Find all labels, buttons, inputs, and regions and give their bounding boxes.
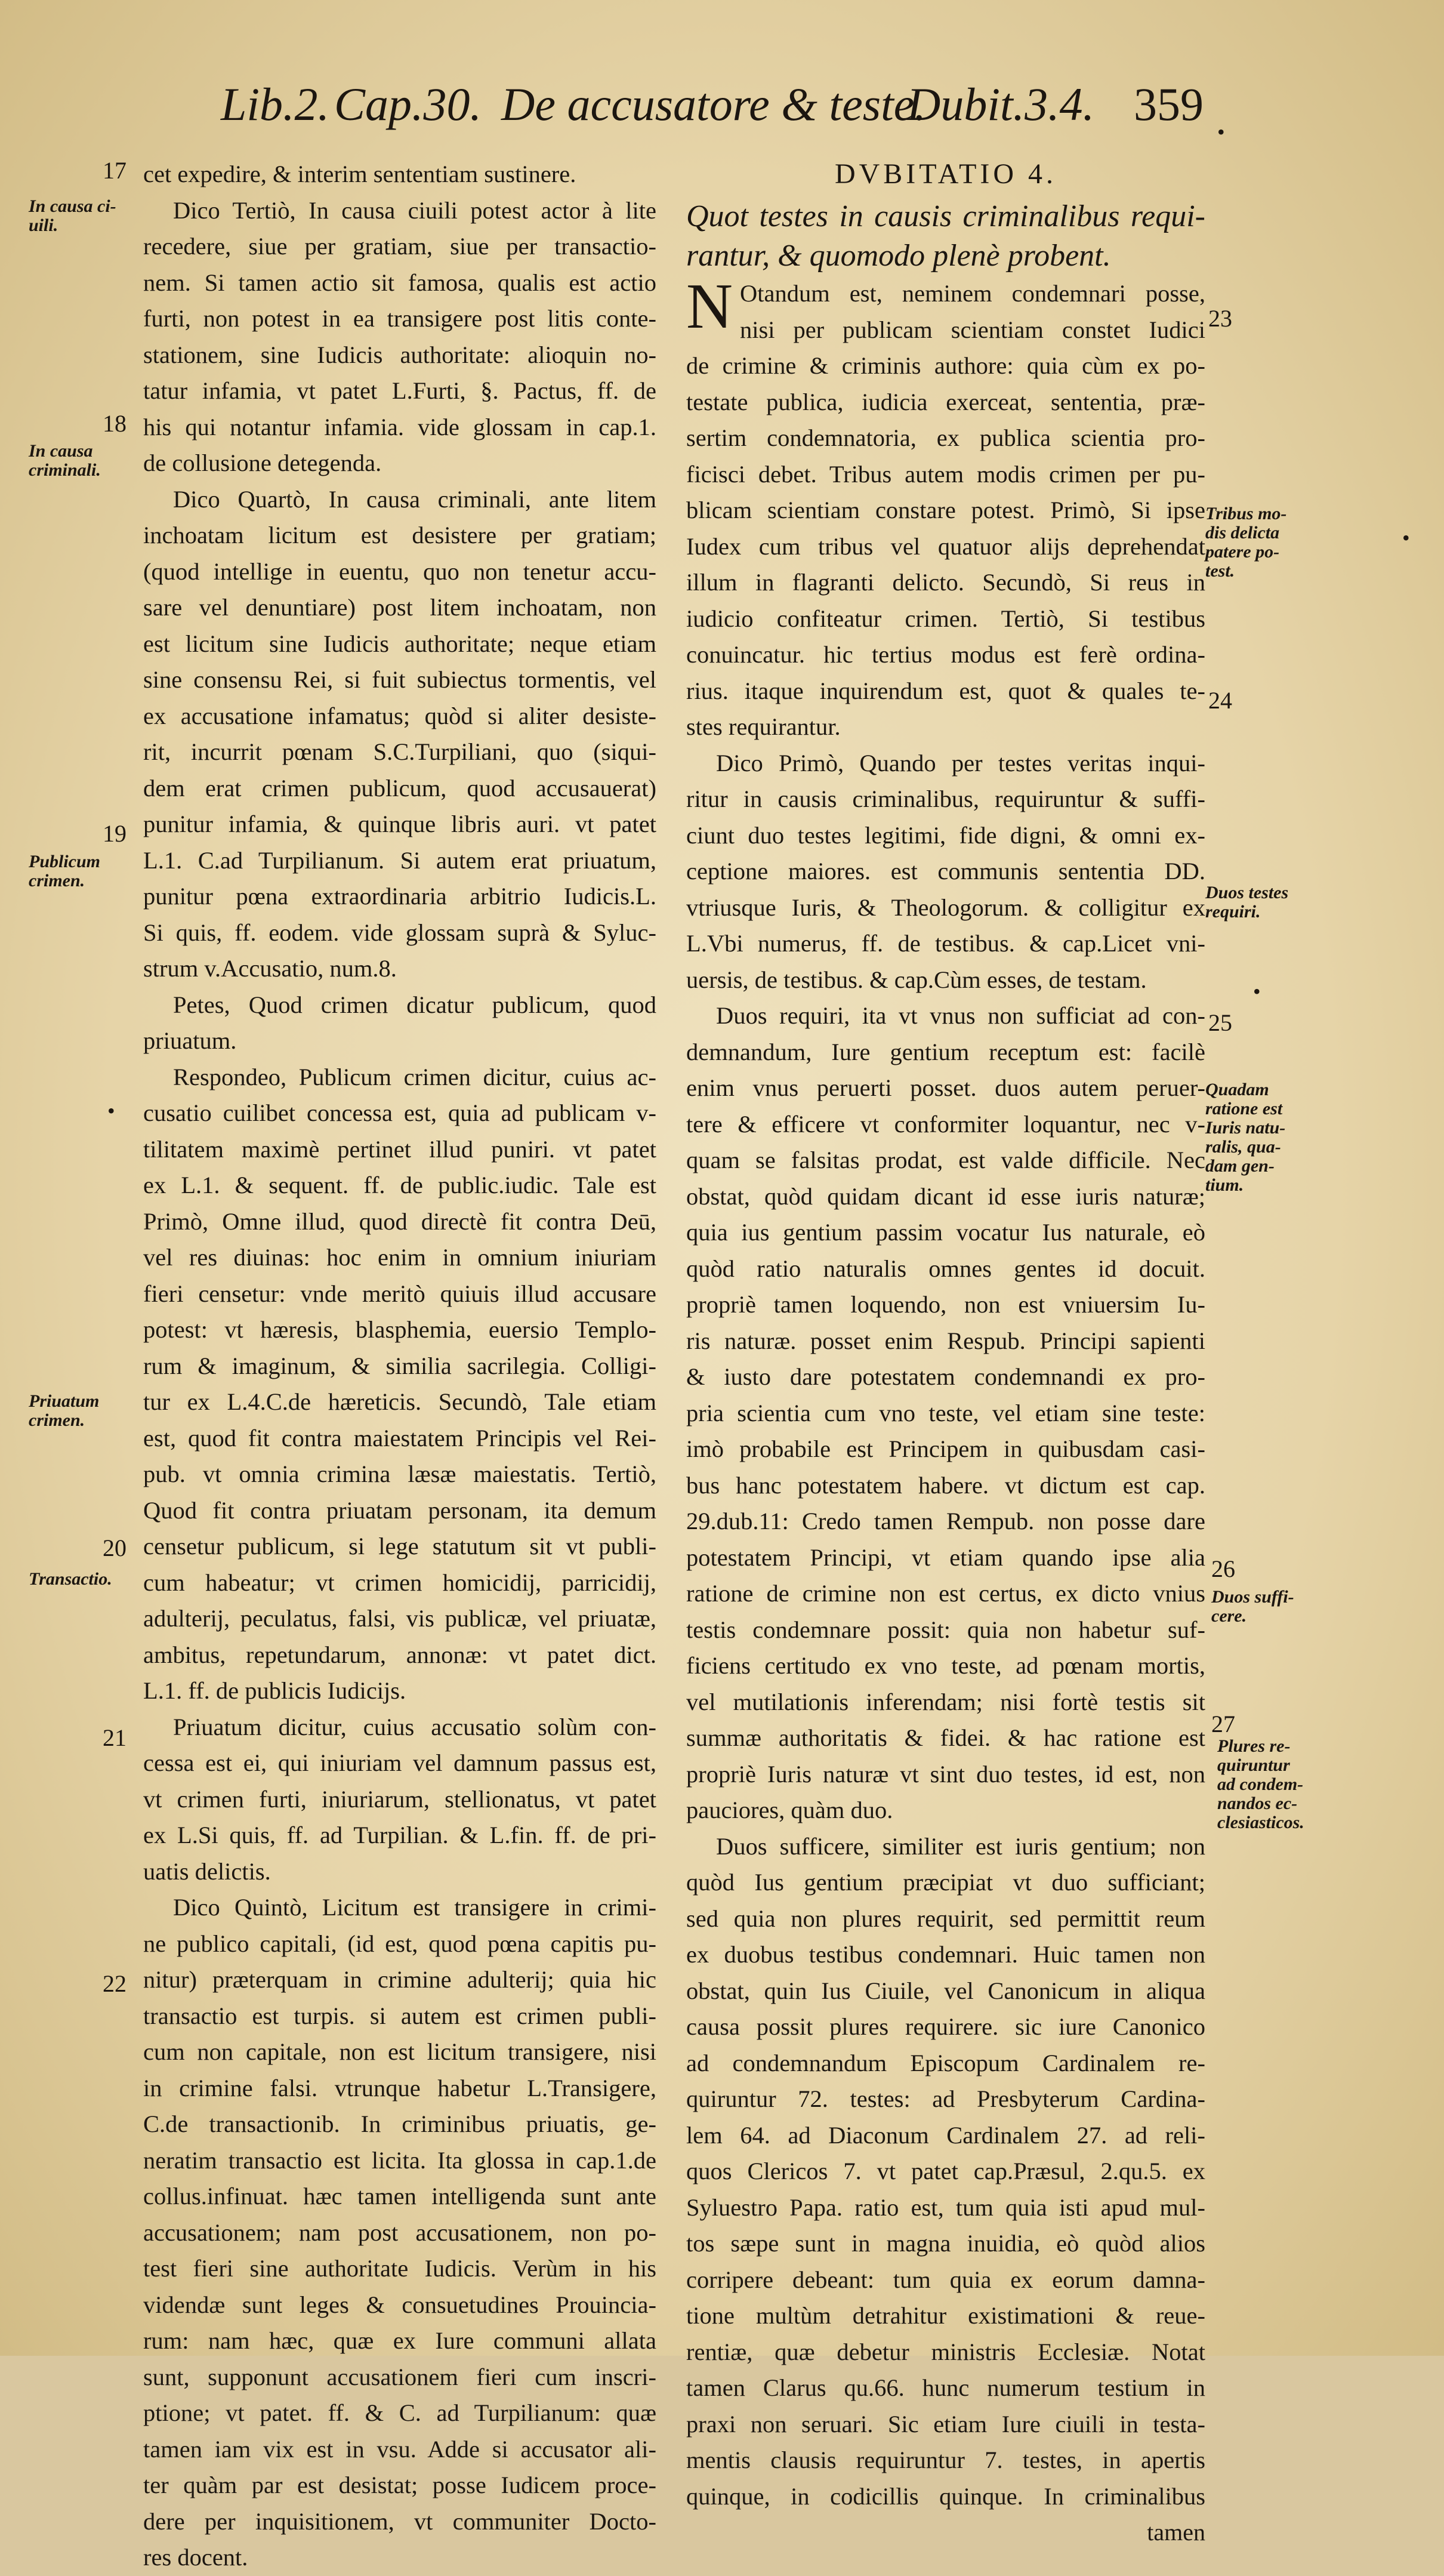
text-line: furti, non potest in ea transigere post litis conte- <box>143 305 656 332</box>
text-line: Primò, Omne illud, quod directè fit contra Deū, <box>143 1207 656 1235</box>
question-heading <box>686 197 1205 276</box>
text-line: iudicio confiteatur crimen. Tertiò, Si testibus <box>686 605 1205 632</box>
text-line: sertim condemnatoria, ex publica scientia pro- <box>686 424 1205 451</box>
text-line: (quod intellige in euentu, quo non tenetur accu- <box>143 557 656 585</box>
header-chapter: Cap.30. <box>334 78 482 130</box>
paragraph-number: 26 <box>1211 1555 1235 1582</box>
text-line: Otandum est, neminem condemnari posse, <box>740 280 1205 307</box>
text-line: rit, incurrit pœnam S.C.Turpiliani, quo (siqui- <box>143 738 656 765</box>
text-line: ex accusatione infamatus; quòd si aliter desiste- <box>143 702 656 729</box>
right-column <box>686 156 1205 2551</box>
text-line: ris naturæ. posset enim Respub. Principi sapienti <box>686 1327 1205 1354</box>
text-line: dem erat crimen publicum, quod accusauerat) <box>143 774 656 802</box>
text-line: Priuatum dicitur, cuius accusatio solùm con- <box>173 1713 656 1740</box>
text-line: obstat, quin Ius Ciuile, vel Canonicum in aliqua <box>686 1977 1205 2004</box>
text-line: Dico Tertiò, In causa ciuili potest actor à lite <box>173 196 656 224</box>
paragraph-number: 18 <box>103 410 126 437</box>
text-line: censetur publicum, si lege statutum sit vt publi- <box>143 1533 656 1560</box>
text-line: sunt, supponunt accusationem fieri cum inscri- <box>143 2363 656 2390</box>
text-line: ex L.Si quis, ff. ad Turpilian. & L.fin. ff. de pri- <box>143 1822 656 1848</box>
text-line: test fieri sine authoritate Iudicis. Verùm in his <box>143 2255 656 2282</box>
text-line: dere per inquisitionem, vt communiter Docto- <box>143 2507 656 2535</box>
text-line: sed quia non plures requirit, sed permittit reum <box>686 1905 1205 1932</box>
text-line: de crimine & criminis authore: quia cùm ex po- <box>686 352 1205 379</box>
text-line: quia ius gentium passim vocatur Ius naturale, eò <box>686 1219 1205 1246</box>
margin-note-plures-requiruntur: Plures re- quiruntur ad condem- nandos ec- clesiasticos. <box>1217 1736 1304 1832</box>
text-line: priuatum. <box>143 1027 237 1054</box>
text-line: testate publica, iudicia exerceat, sententia, præ- <box>686 388 1205 415</box>
text-line: est, quod fit contra maiestatem Principis vel Rei- <box>143 1424 656 1452</box>
text-line: Si quis, ff. eodem. vide glossam suprà & Syluc- <box>143 919 656 946</box>
text-line: quiruntur 72. testes: ad Presbyterum Cardina- <box>686 2085 1205 2112</box>
paragraph-number: 17 <box>103 157 126 184</box>
text-line: stationem, sine Iudicis authoritate: alioquin no- <box>143 341 656 368</box>
text-line: cessa est ei, qui iniuriam vel damnum passus est, <box>143 1749 656 1776</box>
text-line: bus hanc potestatem habere. vt dictum est cap. <box>686 1471 1205 1499</box>
text-line: rentiæ, quæ debetur ministris Ecclesiæ. Notat <box>686 2338 1205 2365</box>
text-line: in crimine falsi. vtrunque habetur L.Transigere, <box>143 2074 656 2102</box>
text-line: his qui notantur infamia. vide glossam in cap.1. <box>143 413 656 440</box>
text-line: quòd ratio naturalis omnes gentes id docuit. <box>686 1255 1205 1282</box>
ornament-mark: • <box>1402 526 1410 550</box>
margin-note-publicum-crimen: Publicum crimen. <box>29 852 101 890</box>
section-heading: DVBITATIO 4. <box>834 158 1057 190</box>
text-line: ptione; vt patet. ff. & C. ad Turpilianum: quæ <box>143 2399 656 2426</box>
text-line: L.1. C.ad Turpilianum. Si autem erat priuatum, <box>143 846 656 874</box>
catchword: tamen <box>1147 2519 1205 2546</box>
text-line: Quod fit contra priuatam personam, ita demum <box>143 1496 656 1524</box>
text-line: pauciores, quàm duo. <box>686 1797 893 1823</box>
text-line: illum in flagranti delicto. Secundò, Si reus in <box>686 569 1205 596</box>
text-line: rius. itaque inquirendum est, quot & quales te- <box>686 677 1205 704</box>
ornament-mark: • <box>1217 120 1225 144</box>
text-line: inchoatam licitum est desistere per gratiam; <box>143 522 656 549</box>
text-line: cusatio cuilibet concessa est, quia ad publicam v- <box>143 1099 656 1126</box>
text-line: uatis delictis. <box>143 1857 271 1885</box>
text-line: res docent. <box>143 2544 248 2571</box>
text-line: rum: nam hæc, quæ ex Iure communi allata <box>143 2327 656 2354</box>
text-line: summæ authoritatis & fidei. & hac ratione est <box>686 1724 1205 1751</box>
text-line: ad condemnandum Episcopum Cardinalem re- <box>686 2049 1205 2076</box>
text-line: punitur pœna extraordinaria arbitrio Iudicis.L. <box>143 883 656 910</box>
text-line: praxi non seruari. Sic etiam Iure ciuili in testa- <box>686 2410 1205 2438</box>
text-line: 29.dub.11: Credo tamen Rempub. non posse dare <box>686 1508 1205 1534</box>
text-line: vtriusque Iuris, & Theologorum. & colligitur ex <box>686 893 1205 921</box>
paragraph-number: 22 <box>103 1970 126 1997</box>
margin-note-causa-criminali: In causa criminali. <box>29 441 101 480</box>
paragraph-number: 25 <box>1208 1009 1232 1036</box>
text-line: demnandum, Iure gentium receptum est: facilè <box>686 1038 1205 1065</box>
paragraph-number: 27 <box>1211 1711 1235 1737</box>
text-line: tatur infamia, vt patet L.Furti, §. Pactus, ff. de <box>143 377 656 404</box>
margin-note-causa-ciuili: In causa ci- uili. <box>29 196 116 235</box>
text-line: uersis, de testibus. & cap.Cùm esses, de testam. <box>686 966 1147 993</box>
text-line: ambitus, repetundarum, annonæ: vt patet dict. <box>143 1641 656 1668</box>
text-line: Duos sufficere, similiter est iuris gentium; non <box>716 1832 1205 1860</box>
drop-cap: N <box>686 271 733 342</box>
text-line: corripere debeant: tum quia ex eorum damna- <box>686 2266 1205 2293</box>
margin-note-transactio: Transactio. <box>29 1569 112 1589</box>
text-line: testis condemnare possit: quia non habetur suf- <box>686 1616 1205 1643</box>
text-line: L.Vbi numerus, ff. de testibus. & cap.Licet vni- <box>686 930 1205 957</box>
text-line: quam se falsitas prodat, est valde difficile. Nec <box>686 1147 1205 1173</box>
text-line: stes requirantur. <box>686 713 841 740</box>
text-line: ciunt duo testes legitimi, fide digni, & omni ex- <box>686 821 1205 849</box>
text-line: ex duobus testibus condemnari. Huic tamen non <box>686 1941 1205 1968</box>
text-line: pub. vt omnia crimina læsæ maiestatis. Tertiò, <box>143 1460 656 1487</box>
paragraph-number: 23 <box>1208 305 1232 332</box>
text-line: Dico Quartò, In causa criminali, ante litem <box>173 485 656 513</box>
text-line: conuincatur. hic tertius modus est ferè ordina- <box>686 641 1205 668</box>
margin-note-tribus-modis: Tribus mo- dis delicta patere po- test. <box>1205 504 1287 581</box>
text-line: causa possit plures requirere. sic iure Canonico <box>686 2013 1205 2040</box>
text-line: Dico Quintò, Licitum est transigere in crimi- <box>173 1894 656 1921</box>
text-line: C.de transactionib. In criminibus priuatis, ge- <box>143 2110 656 2137</box>
text-line: nem. Si tamen actio sit famosa, qualis est actio <box>143 269 656 296</box>
text-line: tione multùm detrahitur existimationi & reue- <box>686 2302 1205 2329</box>
text-line: pria scientia cum vno teste, vel etiam sine teste: <box>686 1399 1205 1426</box>
text-line: punitur infamia, & quinque libris auri. vt patet <box>143 811 656 837</box>
header-title: De accusatore & teste. <box>501 78 926 130</box>
margin-note-iuris-naturalis: Quadam ratione est Iuris natu- ralis, qua- dam gen- tium. <box>1205 1080 1286 1195</box>
paragraph-number: 20 <box>103 1534 126 1561</box>
text-line: videndæ sunt leges & consuetudines Prouincia- <box>143 2291 656 2318</box>
text-line: de collusione detegenda. <box>143 449 382 476</box>
text-line: neratim transactio est licita. Ita glossa in cap.1.de <box>143 2146 656 2174</box>
text-line: transactio est turpis. si autem est crimen publi- <box>143 2002 656 2029</box>
text-line: tos sæpe sunt in magna inuidia, eò quòd alios <box>686 2230 1205 2257</box>
text-line: vel mutilationis inferendam; nisi fortè testis sit <box>686 1688 1205 1715</box>
text-line: obstat, quòd quidam dicant id esse iuris naturæ; <box>686 1182 1205 1210</box>
header-book: Lib.2. <box>221 78 330 130</box>
text-line: Respondeo, Publicum crimen dicitur, cuius ac- <box>173 1063 656 1090</box>
text-line: recedere, siue per gratiam, siue per transactio- <box>143 233 656 260</box>
text-line: vt crimen furti, iniuriarum, stellionatus, vt patet <box>143 1785 656 1813</box>
text-line: tur ex L.4.C.de hæreticis. Secundò, Tale etiam <box>143 1388 656 1415</box>
text-line: tilitatem maximè pertinet illud puniri. vt patet <box>143 1135 656 1163</box>
text-line: propriè tamen loquendo, non est vniuersim Iu- <box>686 1291 1205 1318</box>
paragraph-number: 24 <box>1208 687 1232 714</box>
text-line: rum & imaginum, & similia sacrilegia. Colligi- <box>143 1352 656 1379</box>
ornament-mark: • <box>1253 979 1261 1003</box>
text-line: vel res diuinas: hoc enim in omnium iniuriam <box>143 1244 656 1271</box>
text-line: Duos requiri, ita vt vnus non sufficiat ad con- <box>716 1002 1205 1029</box>
text-line: quinque, in codicillis quinque. In criminalibus <box>686 2482 1205 2510</box>
text-line: cum non capitale, non est licitum transigere, nisi <box>143 2038 656 2065</box>
text-line: ne publico capitali, (id est, quod pœna capitis pu- <box>143 1930 656 1957</box>
paragraph-number: 21 <box>103 1724 126 1751</box>
text-line: sare vel denuntiare) post litem inchoatam, non <box>143 594 656 621</box>
text-line: tamen iam vix est in vsu. Adde si accusator ali- <box>143 2435 656 2463</box>
margin-note-duos-sufficere: Duos suffi- cere. <box>1211 1587 1294 1626</box>
text-line: accusationem; nam post accusationem, non po- <box>143 2218 656 2246</box>
running-header <box>215 78 1241 149</box>
text-line: & iusto dare potestatem condemnandi ex pro- <box>686 1363 1205 1390</box>
text-line: quos Clericos 7. vt patet cap.Præsul, 2.qu.5. ex <box>686 2158 1205 2184</box>
ornament-mark: • <box>107 1099 115 1123</box>
text-line: fieri censetur: vnde meritò quiuis illud accusare <box>143 1280 656 1307</box>
text-line: adulterij, peculatus, falsi, vis publicæ, vel priuatæ, <box>143 1605 656 1632</box>
left-column <box>143 156 656 2576</box>
text-line: propriè Iuris naturæ vt sint duo testes, id est, non <box>686 1760 1205 1788</box>
margin-note-priuatum-crimen: Priuatum crimen. <box>29 1391 100 1430</box>
text-line: collus.infinuat. hæc tamen intelligenda sunt ante <box>143 2183 656 2210</box>
text-line: est licitum sine Iudicis authoritate; neque etiam <box>143 630 656 657</box>
text-line: ratione de crimine non est certus, ex dicto vnius <box>686 1580 1205 1607</box>
text-line: Petes, Quod crimen dicatur publicum, quod <box>173 991 656 1018</box>
text-line: L.1. ff. de publicis Iudicijs. <box>143 1677 406 1704</box>
text-line: tamen Clarus qu.66. hunc numerum testium in <box>686 2374 1205 2401</box>
text-line: blicam scientiam constare potest. Primò, Si ipse <box>686 497 1205 523</box>
text-line: ritur in causis criminalibus, requiruntur & suffi- <box>686 785 1205 812</box>
right-body-text <box>686 271 1205 2515</box>
text-line: mentis clausis requiruntur 7. testes, in apertis <box>686 2446 1205 2473</box>
text-line: ex L.1. & sequent. ff. de public.iudic. Tale est <box>143 1172 656 1198</box>
text-line: Syluestro Papa. ratio est, tum quia isti apud mul- <box>686 2193 1205 2221</box>
text-line: cum habeatur; vt crimen homicidij, parricidij, <box>143 1569 656 1596</box>
text-line: enim vnus peruerti posset. duos autem peruer- <box>686 1074 1205 1101</box>
text-line: sine consensu Rei, si fuit subiectus tormentis, vel <box>143 666 656 693</box>
page-number: 359 <box>1134 78 1204 130</box>
text-line: nitur) præterquam in crimine adulterij; quia hic <box>143 1966 656 1993</box>
text-line: quòd Ius gentium præcipiat vt duo sufficiant; <box>686 1869 1205 1896</box>
text-line: imò probabile est Principem in quibusdam casi- <box>686 1435 1205 1462</box>
text-line: lem 64. ad Diaconum Cardinalem 27. ad reli- <box>686 2121 1205 2149</box>
text-line: ter quàm par est desistat; posse Iudicem proce- <box>143 2472 656 2498</box>
text-line: ceptione maiores. est communis sententia DD. <box>686 858 1205 885</box>
text-line: Iudex cum tribus vel quatuor alijs deprehendat <box>686 532 1205 560</box>
text-line: ficisci debet. Tribus autem modis crimen per pu- <box>686 460 1205 488</box>
text-line: nisi per publicam scientiam constet Iudici <box>740 316 1205 343</box>
question-line: rantur, & quomodo plenè probent. <box>686 239 1111 273</box>
question-line: Quot testes in causis criminalibus requi- <box>686 199 1205 233</box>
text-line: ficiens certitudo ex vno teste, ad pœnam mortis, <box>686 1652 1205 1679</box>
text-line: potestatem Principi, vt etiam quando ipse alia <box>686 1543 1205 1571</box>
text-line: Dico Primò, Quando per testes veritas inqui- <box>716 749 1205 777</box>
text-line: tere & efficere vt conformiter loquantur, nec v- <box>686 1110 1205 1138</box>
paragraph-number: 19 <box>103 820 126 847</box>
text-line: potest: vt hæresis, blasphemia, euersio Templo- <box>143 1316 656 1343</box>
text-line: strum v.Accusatio, num.8. <box>143 955 397 982</box>
text-line: cet expedire, & interim sententiam sustinere. <box>143 161 576 187</box>
header-dubitatio: Dubit.3.4. <box>907 78 1095 130</box>
margin-note-duos-requiri: Duos testes requiri. <box>1205 883 1289 922</box>
